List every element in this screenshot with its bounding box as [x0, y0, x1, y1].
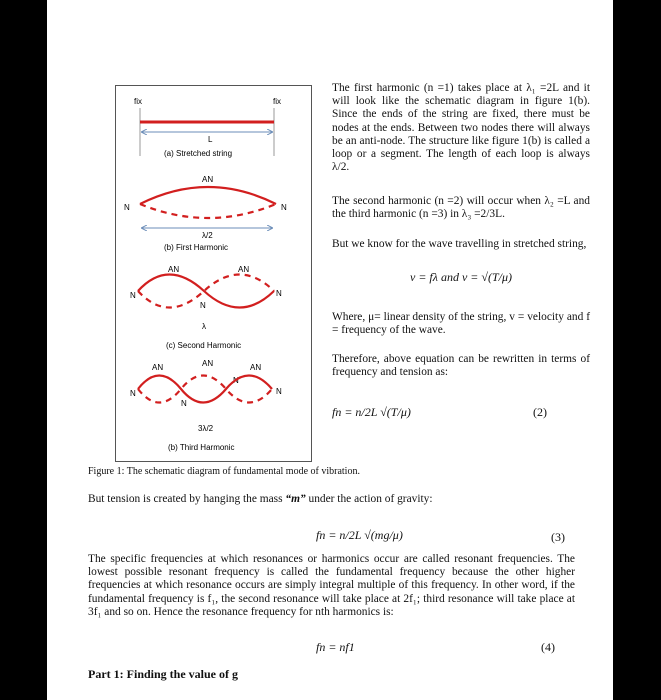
- node-b-label-3: N: [233, 376, 239, 385]
- left-margin-bar: [0, 0, 47, 700]
- third-harmonic-wave-solid: [138, 376, 272, 403]
- right-margin-bar: [613, 0, 661, 700]
- first-harmonic-caption: (b) First Harmonic: [164, 243, 229, 252]
- antinode-label-2a: AN: [168, 265, 180, 274]
- second-harmonic-wave-dashed: [138, 275, 274, 308]
- figure-caption: Figure 1: The schematic diagram of fundamental mode of vibration.: [88, 466, 360, 477]
- equation-number-2: (2): [533, 405, 547, 419]
- tension-text-pre: But tension is created by hanging the mass: [88, 493, 286, 505]
- three-half-lambda-label: 3λ/2: [198, 424, 214, 433]
- third-harmonic-caption: (b) Third Harmonic: [168, 443, 235, 452]
- half-lambda-label: λ/2: [202, 231, 213, 240]
- node-mid-label-2: N: [200, 301, 206, 310]
- first-harmonic-wave-upper: [140, 187, 276, 204]
- node-right-label-2: N: [276, 289, 282, 298]
- node-right-label-1: N: [281, 203, 287, 212]
- paragraph-wave-speed: But we know for the wave travelling in stretched string,: [332, 238, 587, 250]
- length-label: L: [208, 135, 213, 144]
- antinode-label-3c: AN: [250, 363, 262, 372]
- figure-panel: [115, 85, 312, 462]
- equation-wave-speed: v = fλ and v = √(T/μ): [410, 270, 512, 284]
- antinode-label-3b: AN: [202, 359, 214, 368]
- tension-text-post: under the action of gravity:: [305, 493, 433, 505]
- third-harmonic-wave-dashed: [138, 376, 272, 403]
- paragraph-first-harmonic: The first harmonic (n =1) takes place at λ₁ =2L and it will look like the schematic diagram in figure 1(b). Since the ends of the string are fixed, there must be nodes at the ends. Between two nodes there will always be an anti-node. The structure like figure 1(b) is called a loop or a segment. The length of each loop is always λ/2.: [332, 82, 590, 174]
- node-left-label-3: N: [130, 389, 136, 398]
- node-left-label-2: N: [130, 291, 136, 300]
- paragraph-rewrite: Therefore, above equation can be rewritten in terms of frequency and tension as:: [332, 353, 590, 379]
- equation-number-4: (4): [541, 640, 555, 654]
- antinode-label-2b: AN: [238, 265, 250, 274]
- node-right-label-3: N: [276, 387, 282, 396]
- fix-right-label: fix: [273, 97, 281, 106]
- antinode-label-1: AN: [202, 175, 214, 184]
- section-heading: Part 1: Finding the value of g: [88, 667, 238, 681]
- paragraph-tension: [88, 493, 575, 506]
- equation-number-3: (3): [551, 530, 565, 544]
- first-harmonic-wave-lower: [140, 204, 276, 218]
- second-harmonic-caption: (c) Second Harmonic: [166, 341, 242, 350]
- equation-harmonic-frequency: fn = nf1: [316, 640, 355, 654]
- node-left-label-1: N: [124, 203, 130, 212]
- lambda-label: λ: [202, 322, 206, 331]
- paragraph-definitions: Where, μ= linear density of the string, v = velocity and f = frequency of the wave.: [332, 311, 590, 337]
- paragraph-second-third-harmonic: The second harmonic (n =2) will occur when λ₂ =L and the third harmonic (n =3) in λ₃ =2/3L.: [332, 195, 590, 221]
- second-harmonic-wave-solid: [138, 275, 274, 308]
- mass-symbol: “m”: [285, 493, 306, 505]
- node-a-label-3: N: [181, 399, 187, 408]
- equation-frequency-mass: fn = n/2L √(mg/μ): [316, 528, 403, 542]
- antinode-label-3a: AN: [152, 363, 164, 372]
- paragraph-resonance: The specific frequencies at which resonances or harmonics occur are called resonant frequencies. The lowest possible resonant frequency is called the fundamental frequency because the other higher frequencies at which resonance occurs are simply integral multiple of this frequency. In other word, if the fundamental frequency is f₁, the second resonance will take place at 2f₁; third resonance will take place at 3f₁ and so on. Hence the resonance frequency for nth harmonics is:: [88, 553, 575, 618]
- equation-frequency-tension: fn = n/2L √(T/μ): [332, 405, 411, 419]
- stretched-caption: (a) Stretched string: [164, 149, 233, 158]
- figure-diagram: [116, 86, 311, 461]
- fix-left-label: fix: [134, 97, 142, 106]
